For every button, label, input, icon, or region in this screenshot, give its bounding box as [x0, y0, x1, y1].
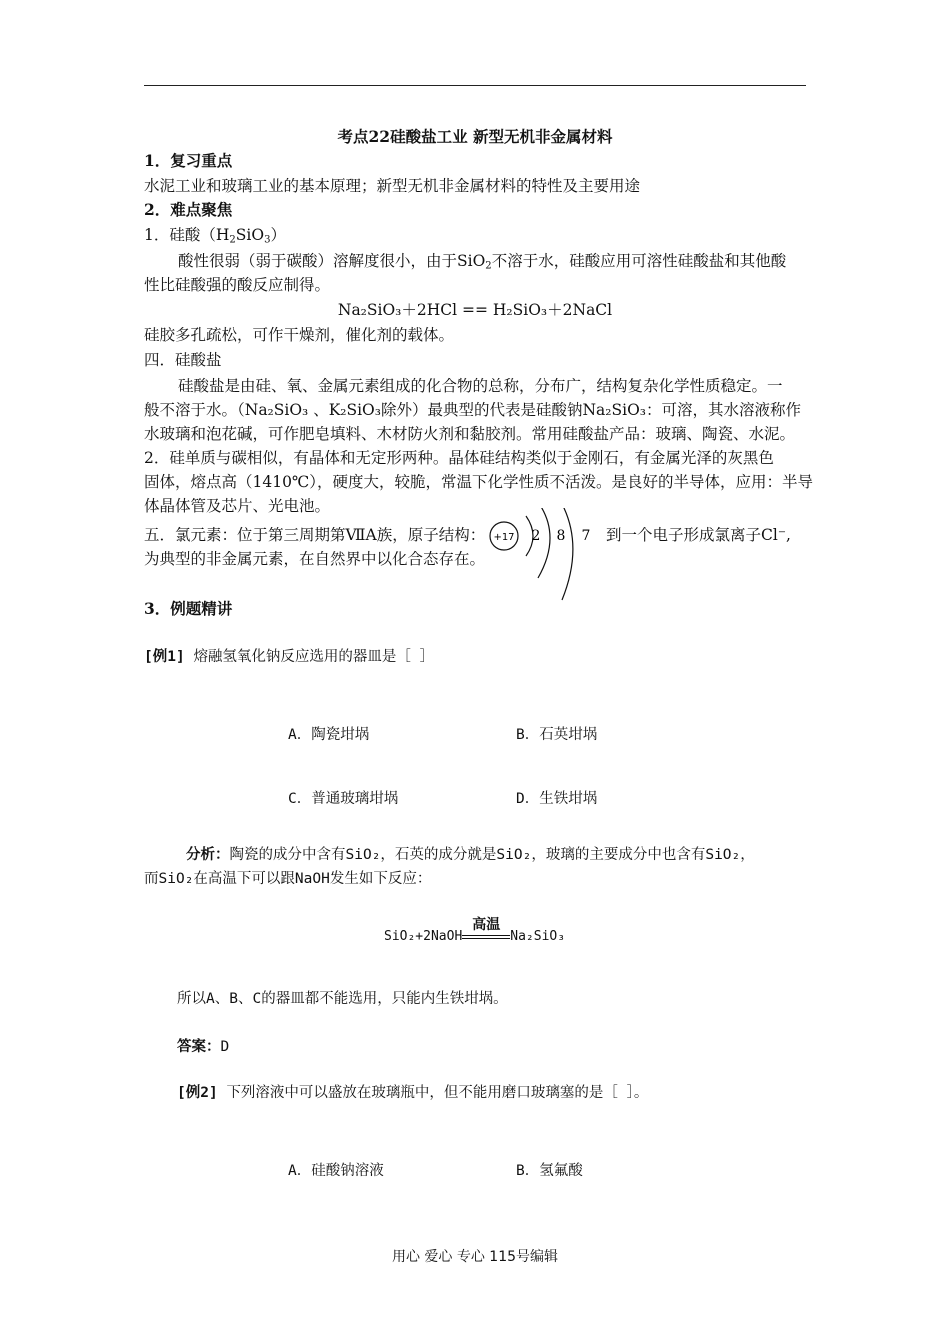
- example2-option-a: A．硅酸钠溶液: [288, 1163, 384, 1179]
- chlorine-line-1b: 到一个电子形成氯离子Cl⁻,: [606, 526, 791, 544]
- header-rule: [144, 85, 806, 86]
- example1-question: [144, 646, 434, 668]
- answer-value: D: [220, 1039, 230, 1055]
- silicon-line-3: 体晶体管及芯片、光电池。: [144, 497, 331, 515]
- example1-text: 熔融氢氧化钠反应选用的器皿是［ ］: [193, 649, 435, 665]
- atom-nucleus-label: +17: [493, 532, 515, 543]
- item1-heading-suffix: ）: [270, 226, 287, 244]
- answer-line: [177, 1036, 229, 1058]
- example1-option-c: C．普通玻璃坩埚: [288, 791, 399, 807]
- equation-1: Na₂SiO₃＋2HCl == H₂SiO₃＋2NaCl: [337, 301, 613, 319]
- example1-label: [例1]: [144, 649, 185, 665]
- chlorine-line-2: 为典型的非金属元素，在自然界中以化合态存在。: [144, 550, 486, 568]
- equation-2: [384, 917, 566, 948]
- item1-p1-a: 酸性很弱（弱于碳酸）溶解度很小，由于SiO: [178, 252, 486, 270]
- example1-option-a: A．陶瓷坩埚: [288, 727, 370, 743]
- answer-label: 答案：: [177, 1039, 221, 1055]
- equation-2-arrow: [462, 917, 510, 948]
- item1-paragraph: 酸性很弱（弱于碳酸）溶解度很小，由于SiO$_2$不溶于水，硅酸应用可溶性硅酸盐和其他酸 性比硅酸强的酸反应制得。: [144, 249, 808, 297]
- atom-shell-arc-3: [552, 508, 573, 600]
- silicate-line-1: 硅酸盐是由硅、氧、金属元素组成的化合物的总称，分布广，结构复杂化学性质稳定。一: [178, 377, 783, 395]
- silicate-paragraph: [144, 374, 814, 518]
- example2-question: [177, 1082, 648, 1104]
- item1-p1-line2: 性比硅酸强的酸反应制得。: [144, 276, 331, 294]
- section2-heading: 2．难点聚焦: [144, 200, 233, 219]
- item1-heading-prefix: 1．硅酸（H: [144, 226, 230, 244]
- example2-text: 下列溶液中可以盛放在玻璃瓶中，但不能用磨口玻璃塞的是［ ］。: [226, 1085, 649, 1101]
- conclusion-text: 所以A、B、C的器皿都不能选用，只能内生铁坩埚。: [177, 991, 508, 1007]
- atom-shell-1-electrons: 2: [531, 528, 541, 544]
- equation-2-condition: 高温: [472, 917, 501, 933]
- example2-label: [例2]: [177, 1085, 218, 1101]
- analysis-line-1: [186, 844, 755, 866]
- item1-heading: 1．硅酸$(H_2SiO_3)$: [144, 226, 287, 246]
- silicate-line-2: 般不溶于水。（Na₂SiO₃ 、K₂SiO₃除外）最典型的代表是硅酸钠Na₂SiO₃：可溶，其水溶液称作: [144, 401, 801, 419]
- example2-option-b: B．氢氟酸: [516, 1163, 583, 1179]
- silicon-line-1: 2．硅单质与碳相似，有晶体和无定形两种。晶体硅结构类似于金刚石，有金属光泽的灰黑色: [144, 449, 774, 467]
- analysis-text-1: 陶瓷的成分中含有SiO₂，石英的成分就是SiO₂，玻璃的主要成分中也含有SiO₂，: [229, 847, 755, 863]
- section1-text: 水泥工业和玻璃工业的基本原理；新型无机非金属材料的特性及主要用途: [144, 177, 641, 195]
- equation-2-left: SiO₂+2NaOH: [384, 929, 463, 944]
- section3-heading: 3．例题精讲: [144, 599, 233, 618]
- chlorine-line-1a: 五．氯元素：位于第三周期第ⅦA族，原子结构：: [144, 526, 486, 544]
- silicon-line-2: 固体，熔点高（1410℃），硬度大，较脆，常温下化学性质不活泼。是良好的半导体，应用：半导: [144, 473, 814, 491]
- example1-option-b: B．石英坩埚: [516, 727, 598, 743]
- silica-gel-text: 硅胶多孔疏松，可作干燥剂，催化剂的载体。: [144, 326, 455, 344]
- section1-heading: 1．复习重点: [144, 151, 233, 170]
- analysis-line-2: 而SiO₂在高温下可以跟NaOH发生如下反应：: [144, 871, 432, 887]
- example1-option-d: D．生铁坩埚: [516, 791, 598, 807]
- page-title: 考点22硅酸盐工业 新型无机非金属材料: [337, 127, 613, 146]
- section4-heading: 四．硅酸盐: [144, 351, 222, 369]
- chlorine-atom-diagram: [486, 508, 596, 608]
- page-footer: 用心 爱心 专心 115号编辑: [391, 1249, 559, 1265]
- analysis-label: 分析：: [186, 847, 230, 863]
- atom-shell-3-electrons: 7: [581, 528, 591, 544]
- item1-p1-b: 不溶于水，硅酸应用可溶性硅酸盐和其他酸: [491, 252, 787, 270]
- equation-2-right: Na₂SiO₃: [510, 929, 566, 944]
- atom-shell-2-electrons: 8: [556, 528, 566, 544]
- silicate-line-3: 水玻璃和泡花碱，可作肥皂填料、木材防火剂和黏胶剂。常用硅酸盐产品：玻璃、陶瓷、水泥。: [144, 425, 796, 443]
